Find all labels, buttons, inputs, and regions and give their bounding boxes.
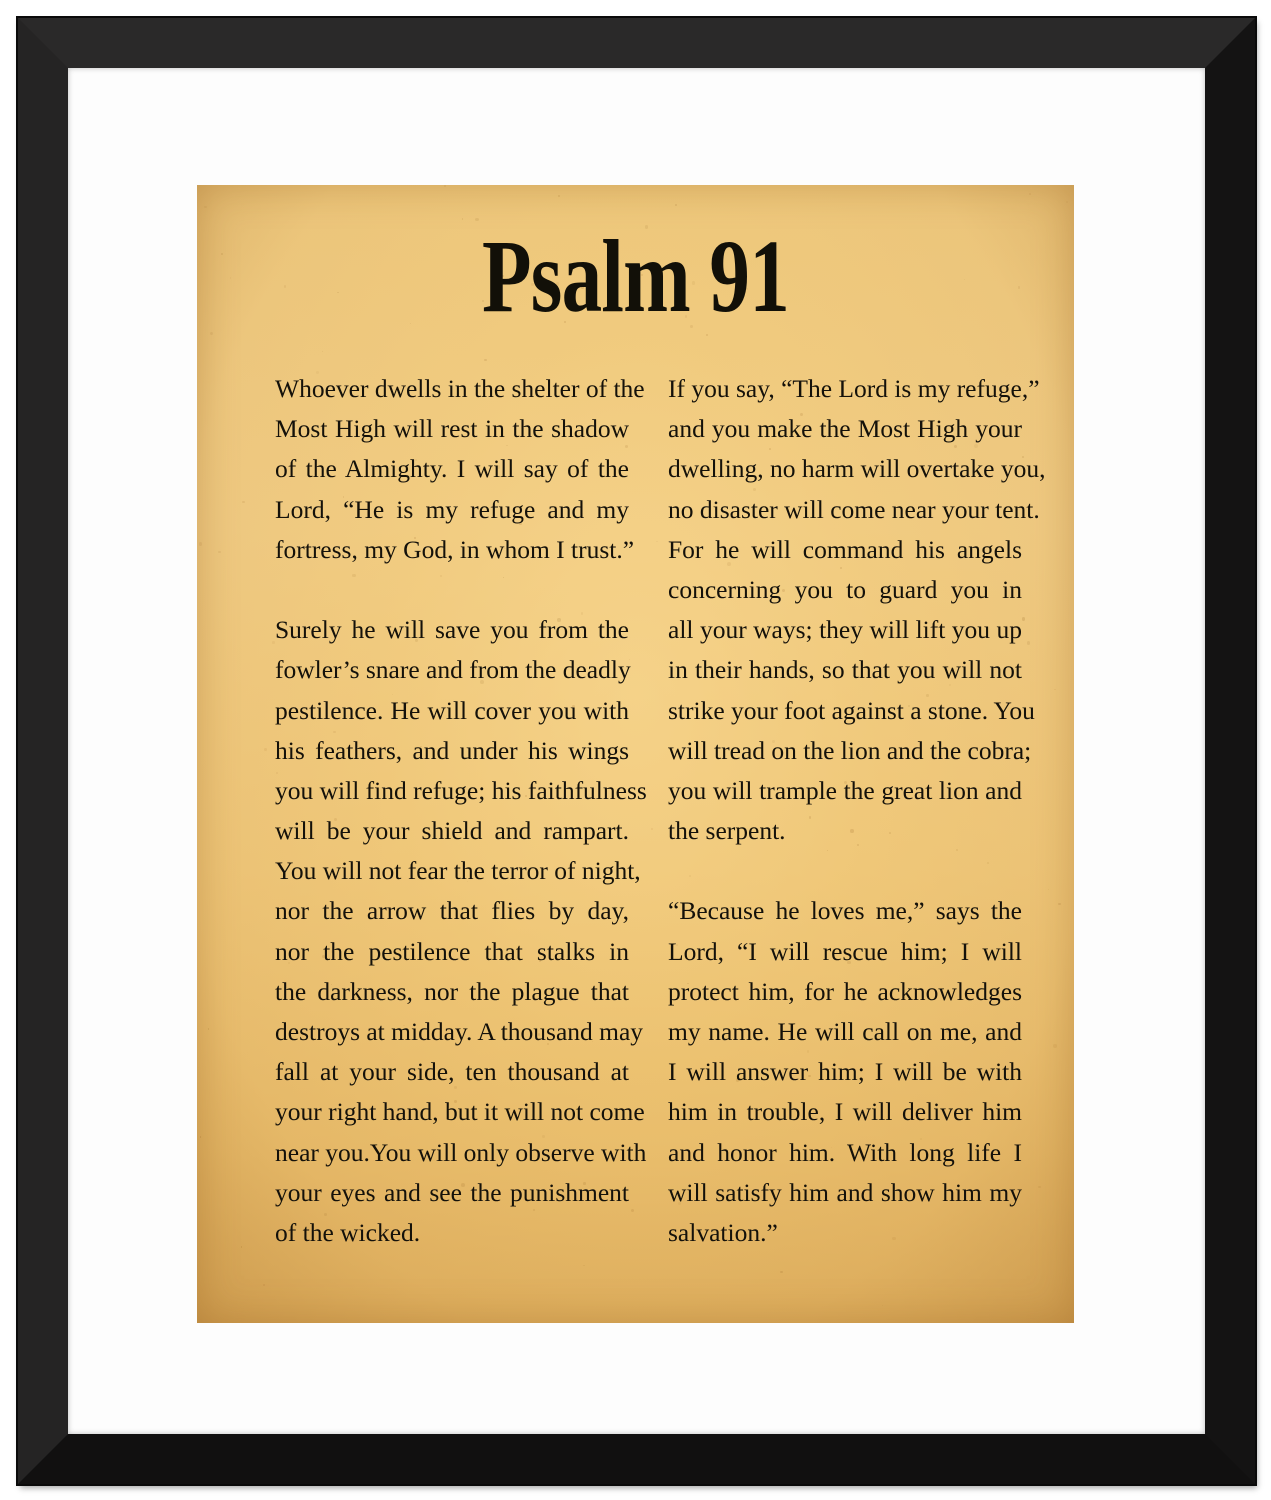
right-text-column xyxy=(668,369,1046,1253)
poster-title: Psalm 91 xyxy=(482,219,789,334)
text-line: all your ways; they will lift you up xyxy=(668,615,1022,645)
text-line: you will find refuge; his faithfulness xyxy=(275,775,647,805)
text-line: Lord, “I will rescue him; I will xyxy=(668,936,1022,966)
text-line: the darkness, nor the plague that xyxy=(275,976,629,1006)
text-line: concerning you to guard you in xyxy=(668,574,1022,604)
text-line: your eyes and see the punishment xyxy=(275,1177,629,1207)
text-line: pestilence. He will cover you with xyxy=(275,695,629,725)
text-line: of the wicked. xyxy=(275,1217,421,1247)
text-line: “Because he loves me,” says the xyxy=(668,896,1022,926)
text-line: I will answer him; I will be with xyxy=(668,1057,1022,1087)
parchment-print xyxy=(197,185,1074,1323)
text-line: you will trample the great lion and xyxy=(668,775,1022,805)
paragraph-gap xyxy=(275,570,629,610)
text-line: dwelling, no harm will overtake you, xyxy=(668,454,1046,484)
text-line: You will not fear the terror of night, xyxy=(275,856,641,886)
text-line: the serpent. xyxy=(668,816,786,846)
text-line: If you say, “The Lord is my refuge,” xyxy=(668,374,1040,403)
text-line: nor the arrow that flies by day, xyxy=(275,896,629,926)
text-line: Whoever dwells in the shelter of the xyxy=(275,374,645,403)
text-line: fortress, my God, in whom I trust.” xyxy=(275,534,635,564)
text-line: For he will command his angels xyxy=(668,534,1022,564)
text-line: Surely he will save you from the xyxy=(275,615,629,645)
text-line: fall at your side, ten thousand at xyxy=(275,1057,629,1087)
text-line: salvation.” xyxy=(668,1217,778,1247)
text-line: your right hand, but it will not come xyxy=(275,1097,645,1127)
paragraph-gap xyxy=(668,851,1022,891)
text-line: strike your foot against a stone. You xyxy=(668,695,1035,725)
text-line: nor the pestilence that stalks in xyxy=(275,936,629,966)
text-line: will satisfy him and show him my xyxy=(668,1177,1022,1207)
text-line: in their hands, so that you will not xyxy=(668,655,1022,685)
text-line: of the Almighty. I will say of the xyxy=(275,454,629,484)
text-line: destroys at midday. A thousand may xyxy=(275,1017,644,1046)
text-line: Most High will rest in the shadow xyxy=(275,414,629,444)
text-line: his feathers, and under his wings xyxy=(275,735,629,765)
text-line: will tread on the lion and the cobra; xyxy=(668,735,1032,765)
text-line: fowler’s snare and from the deadly xyxy=(275,655,631,685)
text-line: and you make the Most High your xyxy=(668,414,1022,444)
text-line: near you.You will only observe with xyxy=(275,1137,647,1167)
text-line: and honor him. With long life I xyxy=(668,1137,1022,1167)
text-line: my name. He will call on me, and xyxy=(668,1017,1022,1046)
text-line: him in trouble, I will deliver him xyxy=(668,1097,1022,1127)
text-line: will be your shield and rampart. xyxy=(275,816,629,846)
left-text-column xyxy=(275,369,647,1253)
text-line: protect him, for he acknowledges xyxy=(668,976,1022,1006)
text-line: no disaster will come near your tent. xyxy=(668,494,1040,524)
text-line: Lord, “He is my refuge and my xyxy=(275,494,629,524)
